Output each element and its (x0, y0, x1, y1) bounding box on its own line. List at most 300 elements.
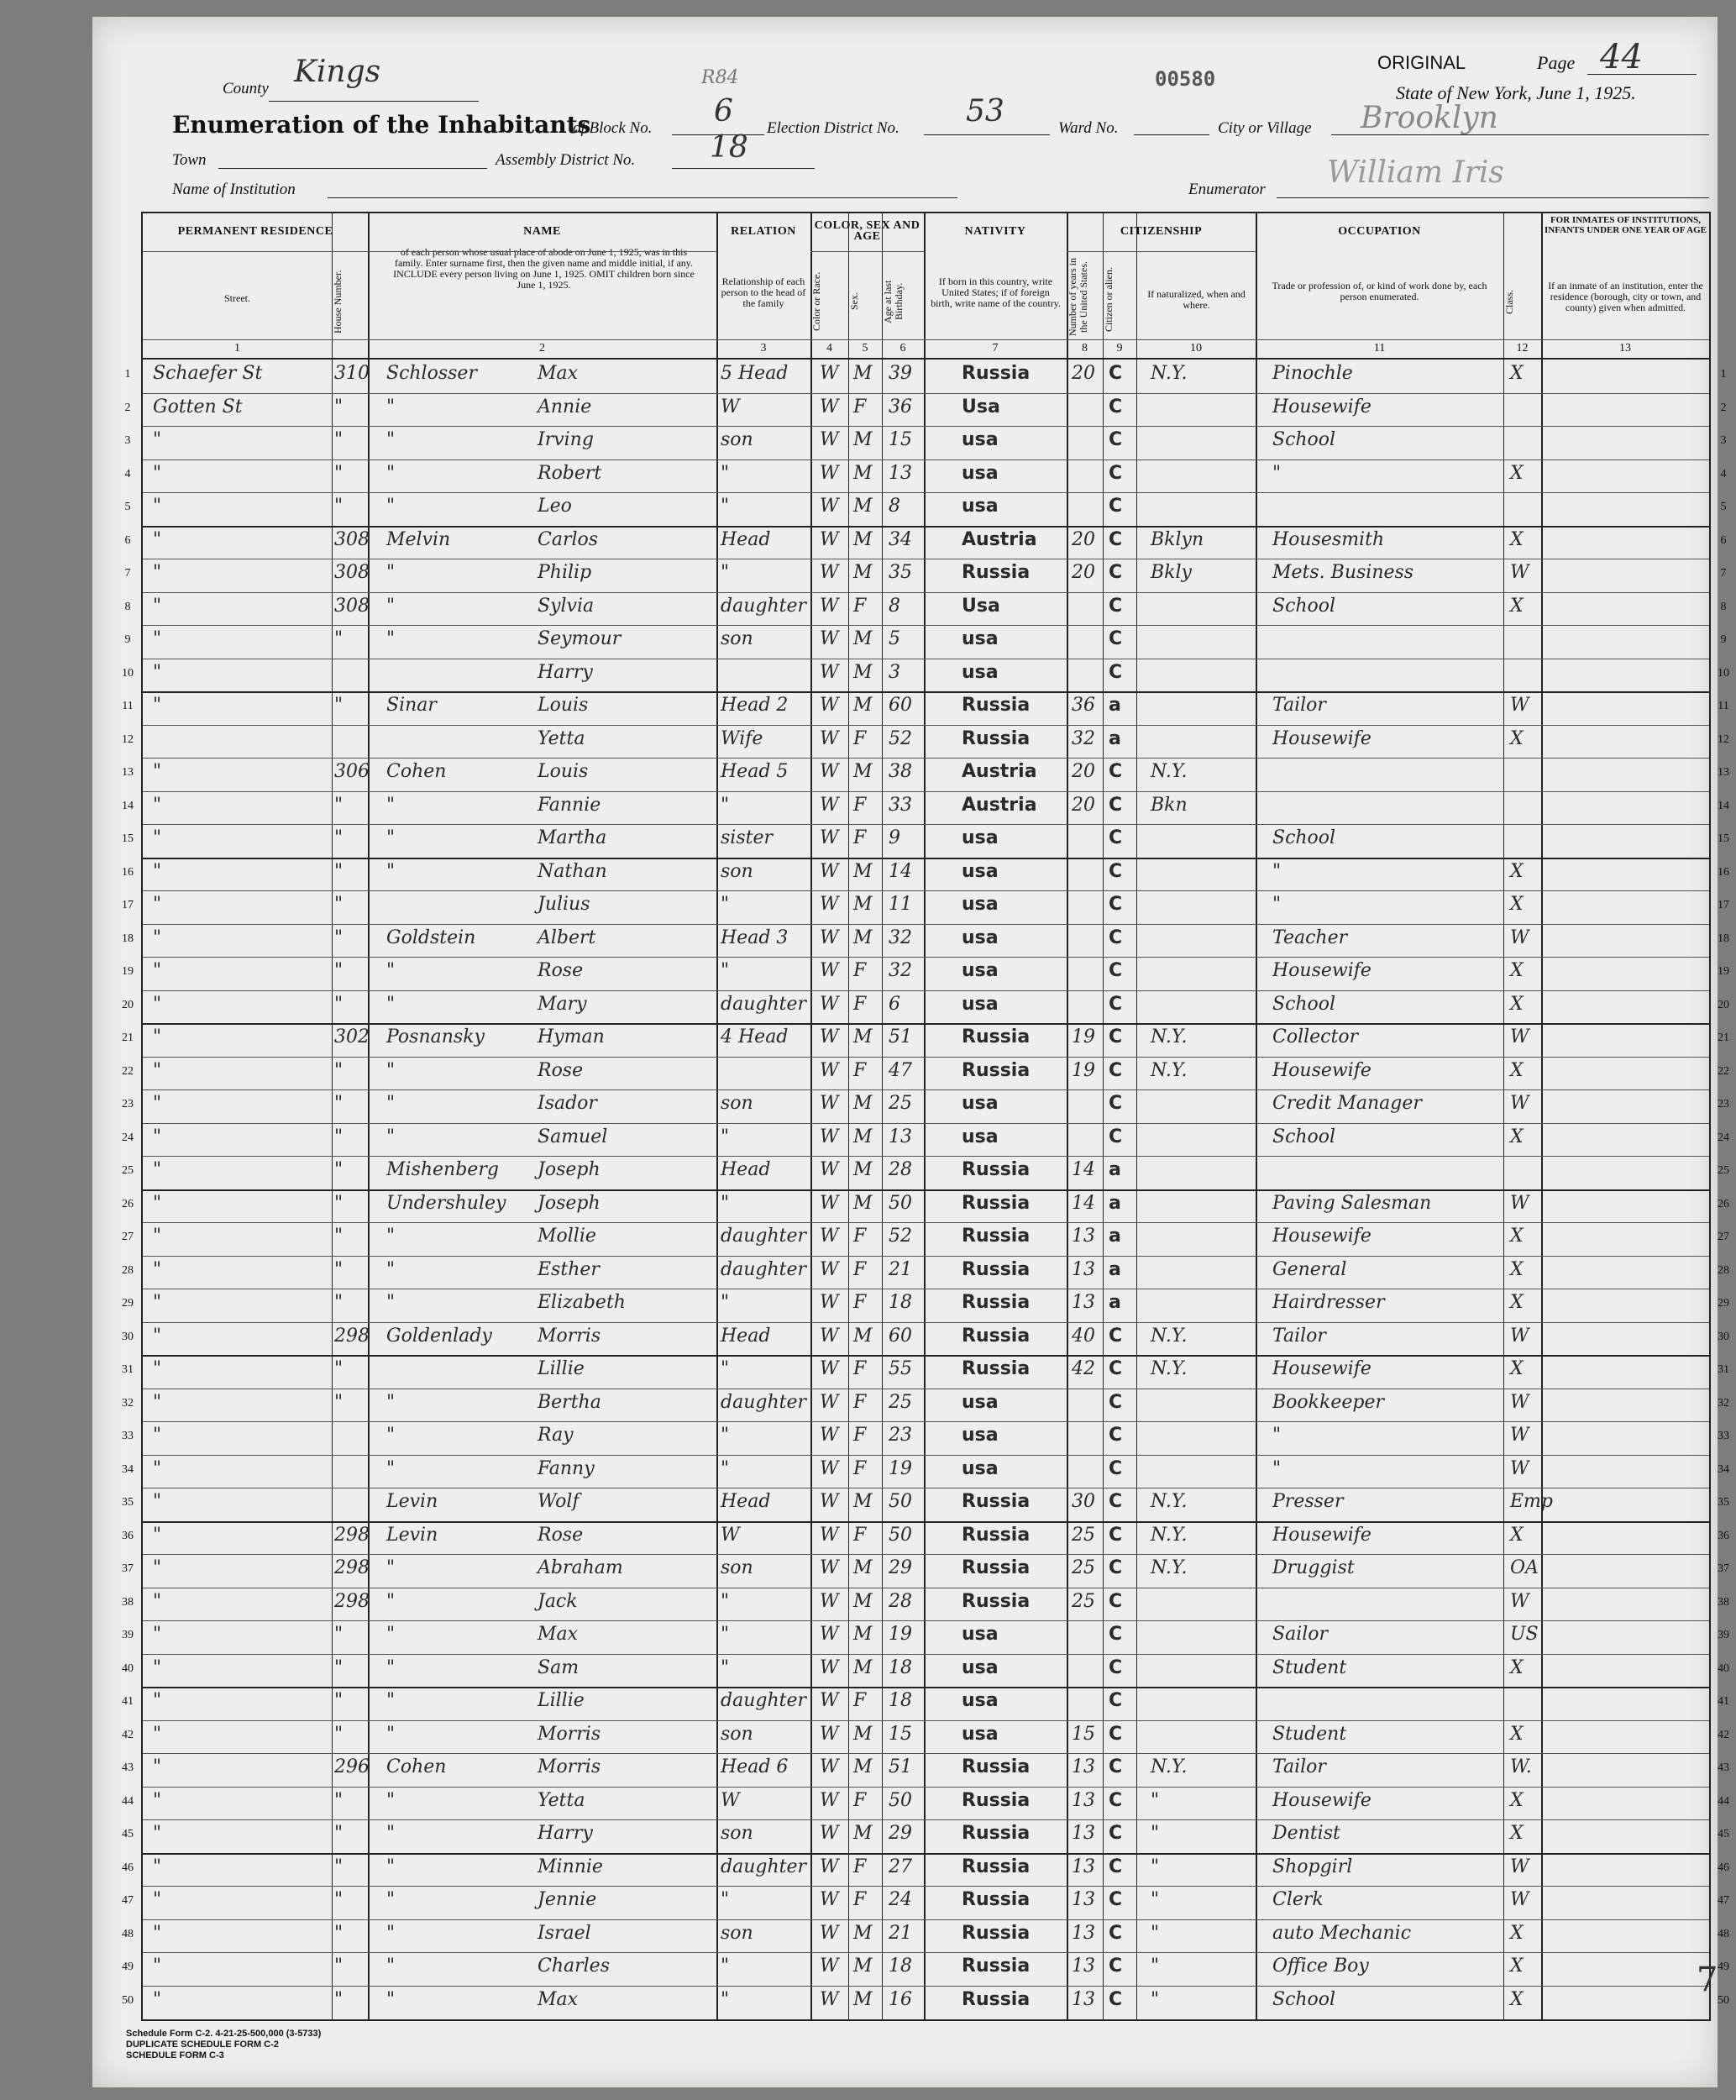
house-number-cell: " (334, 1823, 344, 1844)
row-number-right: 24 (1718, 1131, 1729, 1144)
relation-cell: " (721, 1656, 730, 1678)
relation-cell: Head (721, 1325, 771, 1347)
row-number: 20 (122, 998, 134, 1011)
row-number: 5 (124, 501, 131, 513)
nativity-cell: Russia (962, 1491, 1031, 1512)
house-number-cell: " (334, 462, 344, 484)
age-cell: 38 (889, 761, 912, 782)
age-cell: 32 (889, 927, 912, 948)
class-cell: X (1510, 462, 1524, 484)
street-cell: " (153, 1491, 162, 1512)
surname-cell: " (386, 1126, 396, 1147)
institution-label: Name of Institution (172, 181, 296, 198)
relation-cell: son (721, 860, 753, 882)
naturalized-cell: " (1151, 1956, 1160, 1977)
row-number: 4 (124, 467, 131, 480)
occupation-cell: Tailor (1272, 1325, 1326, 1347)
citizenship-cell: C (1109, 927, 1123, 948)
row-number: 8 (124, 600, 131, 613)
given-name-cell: Max (538, 363, 579, 384)
nativity-cell: Russia (962, 1358, 1031, 1379)
age-cell: 18 (889, 1292, 912, 1313)
sex-cell: M (853, 894, 873, 915)
table-row (124, 492, 1727, 526)
age-cell: 18 (889, 1690, 912, 1711)
sex-cell: F (853, 1358, 867, 1379)
row-number-right: 50 (1718, 1993, 1729, 2007)
given-name-cell: Mollie (538, 1226, 596, 1247)
assembly-district-label: Assembly District No. (496, 151, 636, 169)
color-cell: W (820, 1425, 839, 1446)
street-cell: " (153, 1159, 162, 1180)
age-cell: 32 (889, 960, 912, 981)
sex-cell: F (853, 1391, 867, 1413)
street-cell: " (153, 993, 162, 1015)
row-number: 21 (122, 1032, 134, 1044)
house-number-cell: " (334, 827, 344, 848)
relation-cell: daughter (721, 595, 806, 617)
sex-cell: F (853, 595, 867, 617)
row-number: 7 (124, 567, 131, 580)
occupation-cell: School (1272, 1126, 1336, 1147)
occupation-cell: Shopgirl (1272, 1856, 1353, 1877)
years-in-us-cell: 15 (1072, 1723, 1095, 1745)
relation-header: RELATION (731, 225, 796, 238)
occupation-header: OCCUPATION (1338, 225, 1421, 238)
given-name-cell: Elizabeth (538, 1292, 626, 1313)
surname-cell: " (386, 1093, 396, 1114)
age-cell: 24 (889, 1889, 912, 1910)
given-name-cell: Yetta (538, 727, 585, 749)
house-number-cell: " (334, 628, 344, 649)
nativity-cell: usa (962, 661, 999, 683)
house-number-cell: " (334, 1192, 344, 1214)
nativity-cell: usa (962, 1126, 999, 1147)
citizenship-cell: C (1109, 1524, 1123, 1546)
surname-cell: " (386, 396, 396, 417)
years-in-us-cell: 25 (1072, 1590, 1095, 1612)
row-number-right: 44 (1718, 1794, 1729, 1808)
surname-cell: " (386, 496, 396, 517)
class-cell: W (1510, 1391, 1529, 1413)
sex-cell: M (853, 1192, 873, 1214)
table-row (124, 559, 1727, 592)
enumeration-table (122, 212, 1729, 2021)
surname-cell: " (386, 1956, 396, 1977)
table-row (122, 1222, 1729, 1256)
street-cell: " (153, 1059, 162, 1081)
years-in-us-cell: 20 (1072, 528, 1095, 550)
nativity-cell: usa (962, 628, 999, 649)
sex-cell: M (853, 1656, 873, 1678)
age-cell: 39 (889, 363, 912, 384)
house-number-cell: " (334, 1889, 344, 1910)
table-row (122, 1654, 1729, 1688)
nativity-cell: Russia (962, 1956, 1031, 1977)
color-cell: W (820, 1723, 839, 1745)
years-in-us-cell: 30 (1072, 1491, 1095, 1512)
citizenship-cell: C (1109, 363, 1123, 384)
sex-cell: F (853, 993, 867, 1015)
sex-cell: M (853, 1557, 873, 1578)
color-cell: W (820, 1159, 839, 1180)
row-number-right: 1 (1720, 368, 1727, 381)
naturalized-cell: N.Y. (1151, 1491, 1188, 1512)
citizenship-cell: C (1109, 562, 1123, 583)
surname-cell: " (386, 1457, 396, 1479)
row-number-right: 27 (1718, 1231, 1729, 1243)
row-number-right: 16 (1718, 865, 1729, 879)
row-number-right: 29 (1718, 1297, 1729, 1310)
street-cell: " (153, 794, 162, 816)
street-cell: " (153, 1557, 162, 1578)
house-number-cell: 296 (334, 1756, 370, 1777)
color-cell: W (820, 1358, 839, 1379)
nativity-cell: usa (962, 927, 999, 948)
occupation-cell: Office Boy (1272, 1956, 1369, 1977)
given-name-cell: Morris (538, 1756, 601, 1777)
occupation-cell: " (1272, 1425, 1282, 1446)
given-name-cell: Leo (538, 496, 572, 517)
color-cell: W (820, 1856, 839, 1877)
years-in-us-cell: 13 (1072, 1226, 1095, 1247)
color-header: Color or Race. (810, 271, 822, 332)
occupation-cell: Housewife (1272, 1059, 1371, 1081)
row-number-right: 22 (1718, 1064, 1729, 1078)
table-row (122, 890, 1729, 924)
citizenship-cell: C (1109, 1988, 1123, 2010)
form-title: Enumeration of the Inhabitants (172, 111, 591, 139)
street-cell: " (153, 1789, 162, 1811)
row-number: 10 (122, 666, 134, 680)
age-cell: 8 (889, 595, 900, 617)
street-cell: " (153, 1524, 162, 1546)
row-number: 43 (122, 1761, 134, 1774)
row-number: 31 (122, 1363, 134, 1376)
age-cell: 50 (889, 1524, 912, 1546)
age-cell: 28 (889, 1159, 912, 1180)
table-row (124, 459, 1727, 493)
citizenship-cell: C (1109, 1889, 1123, 1910)
surname-cell: " (386, 827, 396, 848)
naturalized-cell: " (1151, 1889, 1160, 1910)
street-cell: " (153, 661, 162, 683)
row-number: 14 (122, 799, 134, 812)
nativity-cell: Russia (962, 1789, 1031, 1811)
surname-cell: Goldstein (386, 927, 476, 948)
relation-cell: Wife (721, 727, 763, 749)
relation-cell: " (721, 496, 730, 517)
given-name-cell: Carlos (538, 528, 599, 550)
page-label: Page (1537, 52, 1576, 73)
sex-cell: F (853, 1226, 867, 1247)
naturalized-cell: " (1151, 1988, 1160, 2010)
given-name-cell: Bertha (538, 1391, 601, 1413)
street-cell: " (153, 1457, 162, 1479)
town-label: Town (172, 151, 207, 169)
street-cell: " (153, 860, 162, 882)
relation-cell: daughter (721, 993, 806, 1015)
color-cell: W (820, 695, 839, 716)
row-number-right: 49 (1718, 1961, 1729, 1973)
row-number: 23 (122, 1098, 134, 1110)
row-number-right: 36 (1718, 1529, 1729, 1542)
relation-cell: Head (721, 1159, 771, 1180)
surname-cell: Levin (386, 1491, 438, 1512)
years-in-us-cell: 19 (1072, 1059, 1095, 1081)
relation-cell: son (721, 1723, 753, 1745)
occupation-cell: School (1272, 595, 1336, 617)
surname-cell: Levin (386, 1524, 438, 1546)
house-number-cell: 308 (334, 528, 370, 550)
occupation-cell: Housewife (1272, 1789, 1371, 1811)
class-cell: X (1510, 1059, 1524, 1081)
occupation-cell: Presser (1272, 1491, 1344, 1512)
inmates-instructions: If an inmate of an institution, enter the residence (borough, city or town, and county) given when admitted. (1548, 280, 1703, 313)
footer-line-2: DUPLICATE SCHEDULE FORM C-2 (126, 2040, 279, 2050)
citizenship-cell: a (1109, 1192, 1121, 1214)
sex-cell: M (853, 462, 873, 484)
naturalized-cell: N.Y. (1151, 1756, 1188, 1777)
relation-cell: son (721, 628, 753, 649)
footer-line-1: Schedule Form C-2. 4-21-25-500,000 (3-5733) (126, 2029, 322, 2039)
surname-cell: " (386, 1690, 396, 1711)
row-number: 45 (122, 1828, 134, 1840)
street-cell: " (153, 1258, 162, 1280)
years-in-us-cell: 14 (1072, 1159, 1095, 1180)
surname-cell: " (386, 1656, 396, 1678)
house-number-cell: " (334, 1922, 344, 1944)
street-cell: " (153, 462, 162, 484)
citizenship-cell: a (1109, 727, 1121, 749)
table-row (122, 990, 1729, 1024)
surname-cell: " (386, 595, 396, 617)
years-in-us-cell: 20 (1072, 562, 1095, 583)
sex-cell: F (853, 727, 867, 749)
enumerator-value: William Iris (1327, 155, 1504, 190)
table-row (122, 1720, 1729, 1754)
color-cell: W (820, 1756, 839, 1777)
sex-cell: M (853, 528, 873, 550)
street-cell: " (153, 562, 162, 583)
given-name-cell: Robert (538, 462, 602, 484)
ward-label: Ward No. (1058, 119, 1119, 137)
years-in-us-cell: 13 (1072, 1292, 1095, 1313)
age-cell: 9 (889, 827, 900, 848)
class-cell: X (1510, 1358, 1524, 1379)
street-cell: " (153, 1226, 162, 1247)
nativity-cell: usa (962, 894, 999, 915)
color-cell: W (820, 1093, 839, 1114)
relation-cell: " (721, 1292, 730, 1313)
row-number-right: 45 (1718, 1828, 1729, 1840)
relation-cell: " (721, 1126, 730, 1147)
county-label: County (223, 80, 269, 97)
table-row (124, 526, 1727, 559)
nativity-cell: Russia (962, 1258, 1031, 1280)
row-number: 47 (122, 1894, 134, 1907)
surname-cell: " (386, 1059, 396, 1081)
color-cell: W (820, 1590, 839, 1612)
house-number-cell: " (334, 960, 344, 981)
color-cell: W (820, 1226, 839, 1247)
house-number-cell: 310 (334, 363, 370, 384)
table-row (122, 1853, 1729, 1887)
given-name-cell: Lillie (538, 1690, 585, 1711)
age-cell: 52 (889, 727, 912, 749)
age-cell: 19 (889, 1457, 912, 1479)
surname-cell: " (386, 1590, 396, 1612)
sex-cell: F (853, 1425, 867, 1446)
relation-cell: daughter (721, 1391, 806, 1413)
row-number: 16 (122, 865, 134, 879)
nativity-cell: Russia (962, 1590, 1031, 1612)
row-number: 13 (122, 766, 134, 779)
years-in-us-cell: 13 (1072, 1756, 1095, 1777)
column-number: 4 (826, 342, 832, 354)
age-cell: 27 (889, 1856, 912, 1877)
color-cell: W (820, 396, 839, 417)
table-row (122, 824, 1729, 858)
color-cell: W (820, 562, 839, 583)
nativity-cell: Russia (962, 1292, 1031, 1313)
row-number-right: 2 (1720, 401, 1727, 414)
row-number-right: 19 (1718, 965, 1729, 978)
street-cell: " (153, 1192, 162, 1214)
house-number-cell: " (334, 1358, 344, 1379)
naturalized-cell: N.Y. (1151, 1557, 1188, 1578)
surname-cell: Undershuley (386, 1192, 506, 1214)
original-label: ORIGINAL (1377, 52, 1466, 73)
row-number-right: 48 (1718, 1927, 1729, 1940)
sex-cell: F (853, 960, 867, 981)
age-cell: 23 (889, 1425, 912, 1446)
color-cell: W (820, 1026, 839, 1047)
citizenship-cell: C (1109, 496, 1123, 517)
color-cell: W (820, 429, 839, 450)
age-cell: 5 (889, 628, 900, 649)
naturalized-cell: " (1151, 1856, 1160, 1877)
relation-cell: sister (721, 827, 773, 848)
citizenship-cell: C (1109, 1126, 1123, 1147)
sex-cell: M (853, 860, 873, 882)
class-cell: X (1510, 894, 1524, 915)
table-row (122, 758, 1729, 791)
nativity-cell: Russia (962, 1922, 1031, 1944)
nativity-cell: Russia (962, 1226, 1031, 1247)
class-cell: W (1510, 1093, 1529, 1114)
age-cell: 60 (889, 695, 912, 716)
given-name-cell: Philip (538, 562, 592, 583)
street-cell: " (153, 429, 162, 450)
relation-instructions: Relationship of each person to the head of the family (721, 276, 806, 309)
row-number-right: 38 (1718, 1595, 1729, 1609)
row-number: 11 (122, 700, 134, 712)
street-cell: " (153, 1988, 162, 2010)
given-name-cell: Charles (538, 1956, 610, 1977)
street-cell: " (153, 595, 162, 617)
given-name-cell: Rose (538, 960, 584, 981)
sex-cell: F (853, 1524, 867, 1546)
citizenship-cell: C (1109, 1557, 1123, 1578)
nativity-cell: Russia (962, 1026, 1031, 1047)
row-number-right: 47 (1718, 1894, 1729, 1907)
sex-cell: M (853, 695, 873, 716)
row-number: 38 (122, 1595, 134, 1609)
relation-cell: 4 Head (721, 1026, 789, 1047)
street-cell: " (153, 1391, 162, 1413)
sex-cell: M (853, 1325, 873, 1347)
given-name-cell: Annie (538, 396, 592, 417)
age-cell: 51 (889, 1026, 912, 1047)
sex-cell: M (853, 1988, 873, 2010)
sex-cell: M (853, 927, 873, 948)
surname-cell: " (386, 1723, 396, 1745)
occupation-cell: Housewife (1272, 1524, 1371, 1546)
class-cell: W (1510, 1457, 1529, 1479)
row-number-right: 25 (1718, 1164, 1729, 1177)
years-in-us-cell: 20 (1072, 363, 1095, 384)
given-name-cell: Esther (538, 1258, 600, 1280)
citizenship-header: CITIZENSHIP (1120, 225, 1203, 238)
years-in-us-cell: 20 (1072, 794, 1095, 816)
occupation-cell: Tailor (1272, 1756, 1326, 1777)
inmates-header: FOR INMATES OF INSTITUTIONS, INFANTS UNDER ONE YEAR OF AGE (1544, 215, 1707, 235)
sex-cell: F (853, 1856, 867, 1877)
color-cell: W (820, 1656, 839, 1678)
naturalized-cell: Bkly (1151, 562, 1192, 583)
surname-cell: " (386, 1425, 396, 1446)
color-cell: W (820, 794, 839, 816)
nativity-cell: Russia (962, 562, 1031, 583)
house-number-cell: " (334, 1126, 344, 1147)
row-number: 19 (122, 965, 134, 978)
citizenship-cell: a (1109, 1258, 1121, 1280)
occupation-cell: Teacher (1272, 927, 1348, 948)
class-cell: X (1510, 727, 1524, 749)
row-number: 37 (122, 1562, 134, 1575)
row-number-right: 34 (1718, 1462, 1729, 1476)
citizenship-cell: C (1109, 1823, 1123, 1844)
row-number-right: 31 (1718, 1363, 1729, 1376)
table-row (122, 725, 1729, 759)
relation-cell: Head (721, 528, 771, 550)
citizenship-cell: a (1109, 695, 1121, 716)
table-row (122, 1389, 1729, 1422)
row-number: 18 (122, 932, 134, 945)
surname-cell: " (386, 429, 396, 450)
sex-header: Sex. (848, 292, 860, 311)
column-number: 2 (539, 342, 545, 354)
naturalized-cell: N.Y. (1151, 1524, 1188, 1546)
street-cell: Schaefer St (153, 363, 263, 384)
row-number-right: 10 (1718, 666, 1729, 680)
class-cell: W (1510, 927, 1529, 948)
row-number-right: 18 (1718, 932, 1729, 945)
table-row (122, 1554, 1729, 1588)
years-in-us-cell: 36 (1072, 695, 1095, 716)
class-cell: X (1510, 1823, 1524, 1844)
row-number-right: 3 (1720, 434, 1727, 447)
age-cell: 25 (889, 1391, 912, 1413)
class-cell: Emp (1510, 1491, 1554, 1512)
color-cell: W (820, 462, 839, 484)
class-header: Class. (1503, 289, 1515, 314)
given-name-cell: Louis (538, 761, 589, 782)
relation-cell: " (721, 1425, 730, 1446)
occupation-cell: Collector (1272, 1026, 1359, 1047)
nativity-cell: Russia (962, 1557, 1031, 1578)
